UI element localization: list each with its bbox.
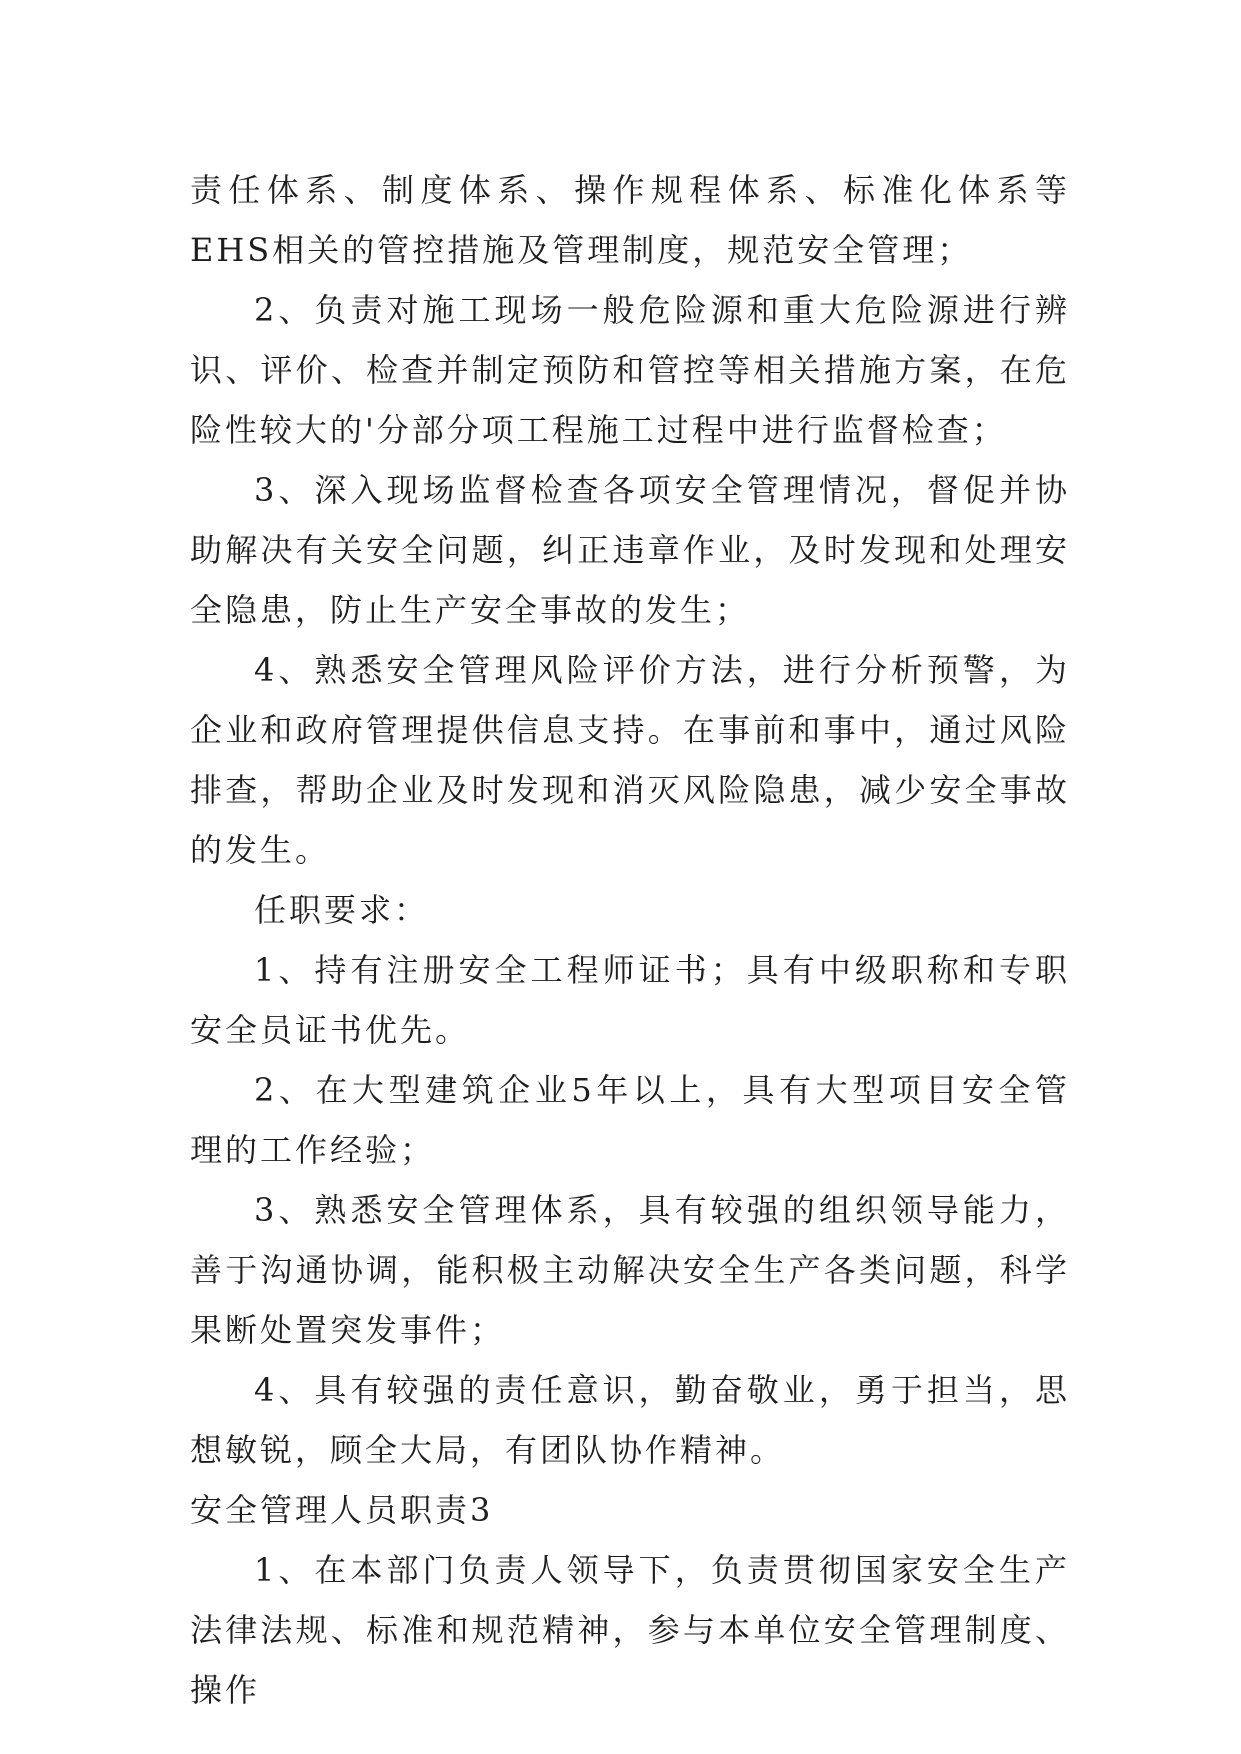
paragraph-requirement-3: 3、熟悉安全管理体系，具有较强的组织领导能力，善于沟通协调，能积极主动解决安全生产各类问题，科学果断处置突发事件； xyxy=(190,1191,1070,1349)
paragraph-duty-2: 2、负责对施工现场一般危险源和重大危险源进行辨识、评价、检查并制定预防和管控等相关措施方案，在危险性较大的'分部分项工程施工过程中进行监督检查； xyxy=(190,291,1070,449)
section-heading: 安全管理人员职责3 xyxy=(190,1491,494,1529)
paragraph-requirement-1: 1、持有注册安全工程师证书；具有中级职称和专职安全员证书优先。 xyxy=(190,951,1070,1049)
paragraph-duty-3: 3、深入现场监督检查各项安全管理情况，督促并协助解决有关安全问题，纠正违章作业，及时发现和处理安全隐患，防止生产安全事故的发生； xyxy=(190,471,1070,629)
paragraph-responsibility-system: 责任体系、制度体系、操作规程体系、标准化体系等EHS相关的管控措施及管理制度，规范安全管理； xyxy=(190,171,1070,269)
paragraph-requirement-4: 4、具有较强的责任意识，勤奋敬业，勇于担当，思想敏锐，顾全大局，有团队协作精神。 xyxy=(190,1371,1070,1469)
paragraph-requirements-title: 任职要求： xyxy=(254,891,430,929)
paragraph-requirement-2: 2、在大型建筑企业5年以上，具有大型项目安全管理的工作经验； xyxy=(190,1071,1070,1169)
paragraph-duty-4: 4、熟悉安全管理风险评价方法，进行分析预警，为企业和政府管理提供信息支持。在事前和事中，通过风险排查，帮助企业及时发现和消灭风险隐患，减少安全事故的发生。 xyxy=(190,651,1070,869)
paragraph-section3-duty-1: 1、在本部门负责人领导下，负责贯彻国家安全生产法律法规、标准和规范精神，参与本单位安全管理制度、操作 xyxy=(190,1551,1070,1709)
document-body xyxy=(190,160,1070,1720)
